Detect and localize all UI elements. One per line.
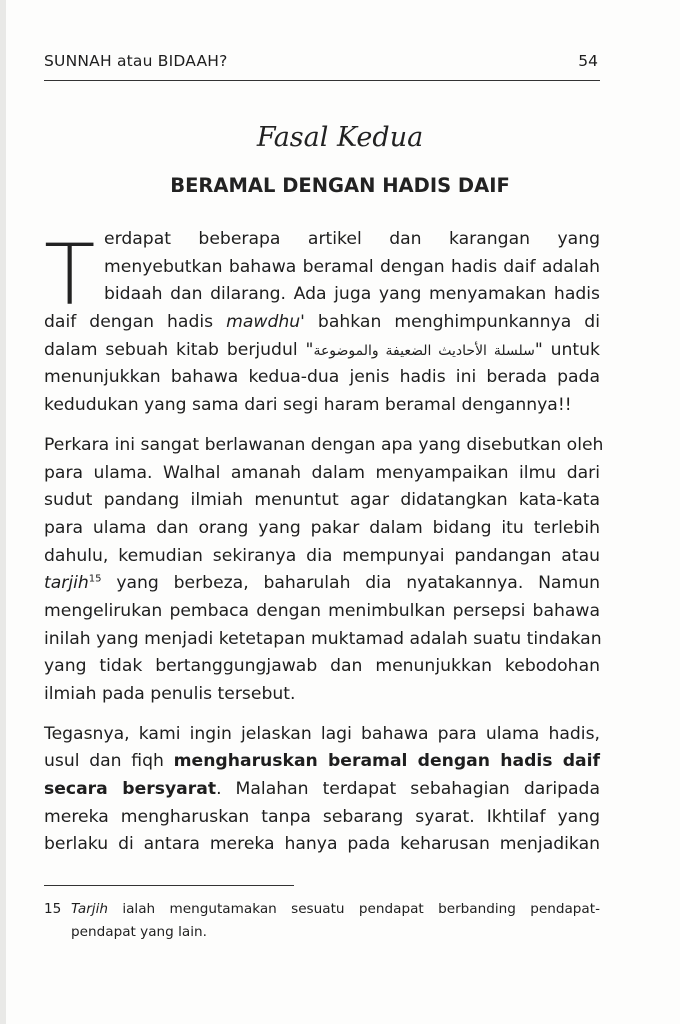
- text-line: [44, 337, 600, 365]
- chapter-title: BERAMAL DENGAN HADIS DAIF: [170, 174, 510, 197]
- text-span: daif dengan hadis: [44, 312, 227, 333]
- footnote-line: pendapat yang lain.: [71, 924, 207, 940]
- text-line: sudut pandang ilmiah menuntut agar didatangkan kata-kata: [44, 490, 600, 511]
- text-span: dalam sebuah kitab berjudul ": [44, 339, 314, 360]
- text-span: yang berbeza, baharulah dia nyatakannya. Namun: [101, 573, 600, 594]
- page-number: 54: [578, 52, 598, 70]
- footnote: [44, 898, 600, 944]
- text-span: " untuk: [534, 339, 600, 360]
- text-line: erdapat beberapa artikel dan karangan yang: [104, 229, 600, 249]
- text-line: para ulama dan orang yang pakar dalam bidang itu terlebih: [44, 517, 600, 538]
- running-header: [44, 52, 600, 81]
- text-span: . Malahan terdapat sebahagian daripada: [216, 779, 600, 800]
- paragraph-1: [44, 226, 600, 420]
- drop-cap: T: [44, 226, 96, 324]
- paragraph-2: [44, 432, 604, 709]
- text-line: [44, 570, 600, 598]
- italic-term: tarjih: [44, 573, 89, 594]
- text-span: usul dan fiqh: [44, 751, 174, 772]
- text-line: Perkara ini sangat berlawanan dengan apa yang disebutkan oleh: [44, 434, 604, 455]
- footnote-divider: [44, 885, 294, 886]
- text-line: [44, 776, 600, 804]
- text-line: menunjukkan bahawa kedua-dua jenis hadis ini berada pada: [44, 367, 600, 388]
- arabic-book-title: سلسلة الأحاديث الضعيفة والموضوعة: [313, 342, 535, 359]
- chapter-label: Fasal Kedua: [256, 122, 424, 153]
- text-line: inilah yang menjadi ketetapan muktamad adalah suatu tindakan: [44, 628, 602, 649]
- text-line: Tegasnya, kami ingin jelaskan lagi bahawa para ulama hadis,: [44, 723, 600, 744]
- text-span: bahkan menghimpunkannya di: [304, 312, 600, 333]
- text-line: dahulu, kemudian sekiranya dia mempunyai pandangan atau: [44, 545, 600, 566]
- bold-phrase: secara bersyarat: [44, 779, 217, 800]
- text-line: yang tidak bertanggungjawab dan menunjukkan kebodohan: [44, 656, 600, 677]
- text-line: berlaku di antara mereka hanya pada keharusan menjadikan: [44, 834, 600, 855]
- text-line: kedudukan yang sama dari segi haram beramal dengannya!!: [44, 395, 572, 416]
- paragraph-3: [44, 721, 600, 859]
- text-line: menyebutkan bahawa beramal dengan hadis daif adalah: [104, 256, 600, 277]
- text-line: [44, 748, 600, 776]
- text-line: mereka mengharuskan tanpa sebarang syarat. Ikhtilaf yang: [44, 806, 600, 827]
- footnote-ref[interactable]: 15: [88, 573, 102, 585]
- page-edge-shadow: [0, 0, 6, 1024]
- bold-phrase: mengharuskan beramal dengan hadis daif: [173, 751, 600, 772]
- text-line: bidaah dan dilarang. Ada juga yang menyamakan hadis: [104, 284, 600, 305]
- footnote-number: 15: [44, 901, 62, 917]
- text-line: para ulama. Walhal amanah dalam menyampaikan ilmu dari: [44, 462, 600, 483]
- text-span: ialah mengutamakan sesuatu pendapat berbanding pendapat-: [107, 901, 600, 917]
- body-text: [44, 226, 604, 871]
- text-line: [44, 309, 600, 337]
- text-line: ilmiah pada penulis tersebut.: [44, 684, 296, 704]
- footnote-line: [44, 898, 600, 921]
- italic-term: Tarjih: [71, 901, 108, 917]
- italic-term: mawdhu': [226, 312, 305, 333]
- running-title: SUNNAH atau BIDAAH?: [44, 52, 228, 70]
- text-line: mengelirukan pembaca dengan menimbulkan persepsi bahawa: [44, 600, 600, 621]
